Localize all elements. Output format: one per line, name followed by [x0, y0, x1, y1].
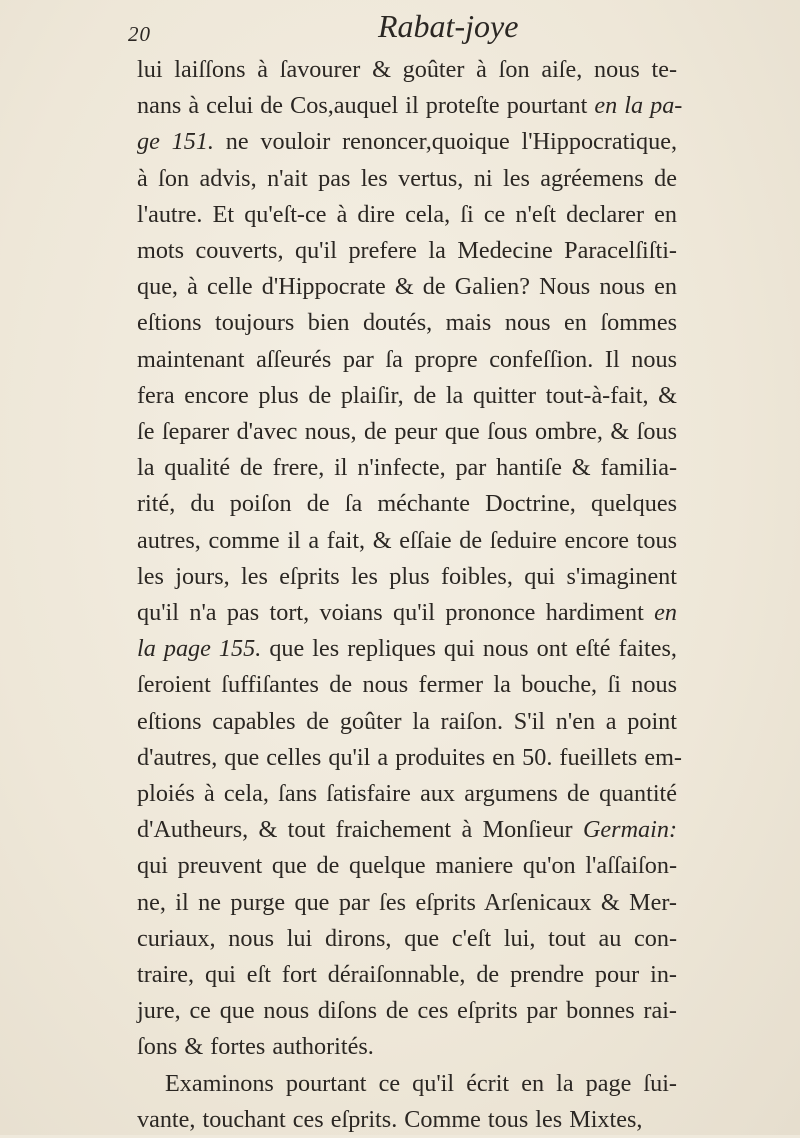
text-segment: fera encore plus de plaiſir, de la quitter tout-à-fait, &	[137, 381, 677, 409]
text-line	[137, 305, 677, 341]
text-line	[137, 197, 677, 233]
text-line	[137, 1102, 677, 1138]
text-segment: mots couverts, qu'il prefere la Medecine Paracelſiſti-	[137, 237, 677, 265]
text-line	[137, 414, 677, 450]
italic-segment: en	[654, 599, 677, 627]
text-segment: d'Autheurs, & tout fraichement à Monſieur	[137, 816, 583, 844]
text-segment: jure, ce que nous diſons de ces eſprits par bonnes rai-	[137, 997, 677, 1025]
text-line	[137, 161, 677, 197]
text-segment: rité, du poiſon de ſa méchante Doctrine, quelques	[137, 490, 677, 518]
text-line	[137, 740, 682, 776]
text-segment: eſtions toujours bien doutés, mais nous en ſommes	[137, 309, 677, 337]
text-line	[137, 1029, 677, 1065]
text-segment: lui laiſſons à ſavourer & goûter à ſon aiſe, nous te-	[137, 56, 677, 83]
text-line	[137, 595, 677, 631]
text-segment: qui preuvent que de quelque maniere qu'on l'aſſaiſon-	[137, 852, 677, 880]
text-line	[137, 124, 677, 160]
italic-segment: Germain:	[582, 816, 677, 844]
text-line	[137, 921, 677, 957]
text-line	[137, 559, 677, 595]
text-line	[137, 1066, 677, 1102]
text-line	[137, 667, 677, 703]
text-line	[137, 486, 677, 522]
text-segment: d'autres, que celles qu'il a produites en 50. fueillets em-	[137, 743, 682, 771]
text-segment: l'autre. Et qu'eſt-ce à dire cela, ſi ce n'eſt declarer en	[137, 200, 677, 228]
italic-segment: en la pa-	[594, 92, 683, 120]
text-line	[137, 378, 677, 414]
text-line	[137, 704, 677, 740]
page-number: 20	[128, 22, 151, 46]
text-segment: ſons & fortes authorités.	[137, 1033, 374, 1061]
italic-segment: ge 151.	[137, 128, 214, 156]
text-line	[137, 523, 677, 559]
text-segment: que, à celle d'Hippocrate & de Galien? Nous nous en	[137, 273, 677, 301]
text-segment: les jours, les eſprits les plus foibles, qui s'imaginent	[137, 562, 677, 590]
text-line	[137, 88, 683, 124]
text-line	[137, 450, 677, 486]
text-segment: autres, comme il a fait, & eſſaie de ſeduire encore tous	[137, 526, 677, 554]
text-segment: ploiés à cela, ſans ſatisfaire aux argumens de quantité	[137, 780, 677, 808]
text-segment: ſe ſeparer d'avec nous, de peur que ſous ombre, & ſous	[137, 418, 677, 446]
text-segment: la qualité de frere, il n'infecte, par hantiſe & familia-	[137, 454, 677, 482]
text-segment: qu'il n'a pas tort, voians qu'il prononce hardiment	[137, 599, 655, 627]
text-line	[137, 957, 677, 993]
text-segment: ne, il ne purge que par ſes eſprits Arſenicaux & Mer-	[137, 888, 677, 916]
text-segment: traire, qui eſt fort déraiſonnable, de prendre pour in-	[137, 961, 677, 989]
text-line	[137, 993, 677, 1029]
text-line	[137, 269, 677, 305]
page-header	[128, 8, 688, 48]
text-line	[137, 342, 677, 378]
running-title: Rabat-joye	[378, 8, 519, 44]
italic-segment: la page 155.	[137, 635, 262, 663]
text-segment: ſeroient ſuffiſantes de nous fermer la bouche, ſi nous	[137, 671, 677, 699]
body-text	[137, 52, 683, 1138]
text-segment: eſtions capables de goûter la raiſon. S'il n'en a point	[137, 707, 677, 735]
text-segment: ne vouloir renoncer,quoique l'Hippocratique,	[213, 128, 677, 156]
text-segment: que les repliques qui nous ont eſté faites,	[261, 635, 677, 663]
text-segment: nans à celui de Cos,auquel il proteſte pourtant	[137, 92, 595, 120]
text-line	[137, 233, 677, 269]
text-line	[137, 812, 677, 848]
text-line	[137, 52, 677, 88]
text-segment: curiaux, nous lui dirons, que c'eſt lui, tout au con-	[137, 924, 677, 952]
text-line	[137, 848, 677, 884]
text-segment: maintenant aſſeurés par ſa propre confeſſion. Il nous	[137, 345, 677, 373]
text-line	[137, 631, 677, 667]
text-line	[137, 776, 677, 812]
text-segment: à ſon advis, n'ait pas les vertus, ni les agréemens de	[137, 164, 677, 192]
text-segment: vante, touchant ces eſprits. Comme tous les Mixtes,	[137, 1105, 643, 1133]
text-line	[137, 885, 677, 921]
text-segment: Examinons pourtant ce qu'il écrit en la page ſui-	[165, 1069, 677, 1097]
